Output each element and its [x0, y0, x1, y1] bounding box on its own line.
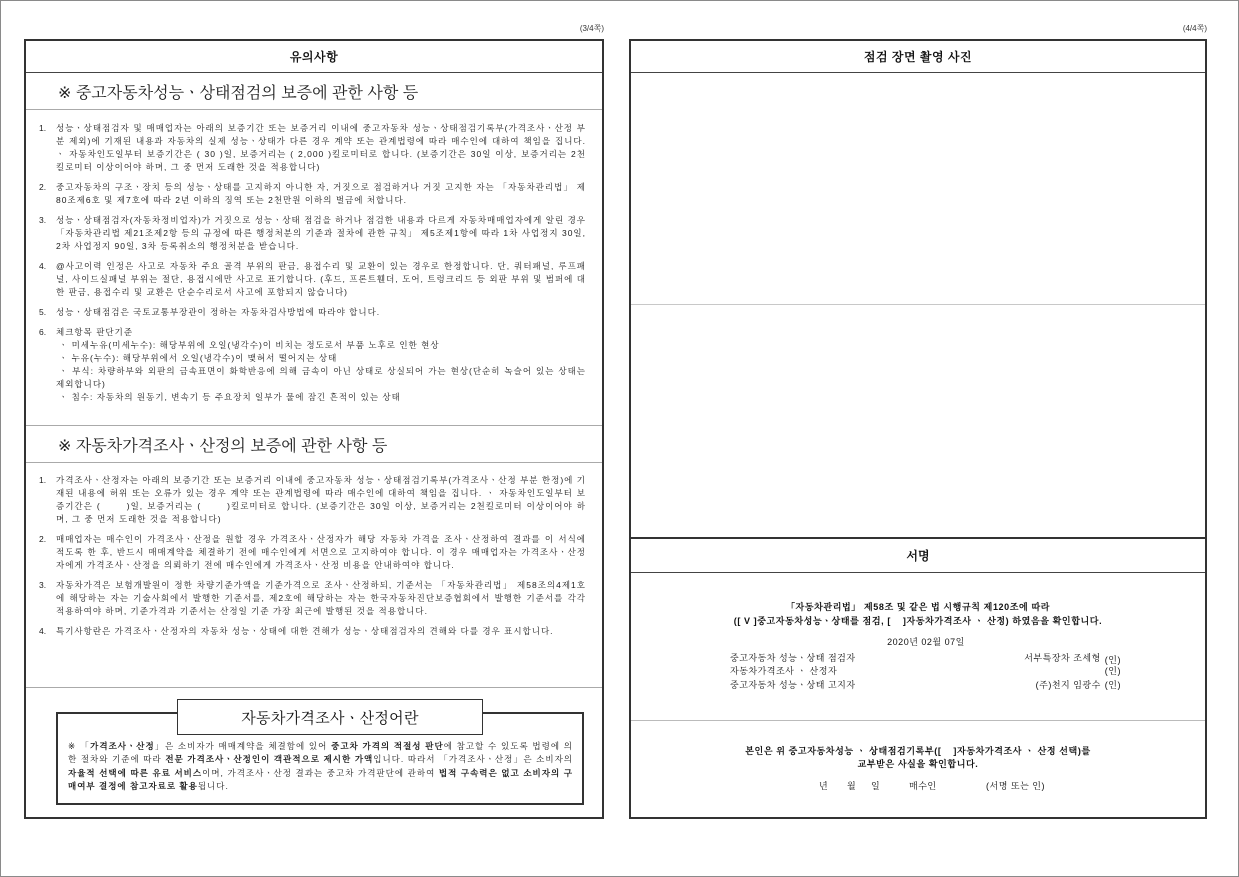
item-number: 2.	[39, 182, 47, 192]
signer-row-notifier	[730, 679, 1121, 692]
list-item	[26, 579, 586, 618]
price-box-text: 됩니다.	[197, 780, 229, 791]
list-item	[26, 214, 586, 253]
criteria-bullet: ㆍ 침수: 자동차의 원동기, 변속기 등 주요장치 일부가 물에 잠긴 흔적이 있는 상태	[59, 392, 401, 402]
buyer-sign-row	[631, 780, 1205, 793]
signature-date: 2020년 02월 07일	[887, 637, 965, 647]
list-item	[26, 533, 586, 572]
list-item	[26, 326, 586, 404]
item-text: )킬로미터로 합니다. (보증기간은 30일 이상, 보증거리는 2천킬로미터 이상이어야 하며, 그 중 먼저 도래한 것을 적용합니다)	[56, 501, 586, 524]
signature-header: 서명	[631, 539, 1205, 573]
list-item	[26, 260, 586, 299]
seal-mark: (인)	[1104, 655, 1121, 665]
warranty-days-value: 30	[204, 149, 216, 159]
signer-role: 자동차가격조사 ㆍ 산정자	[730, 666, 838, 676]
buyer-label: 매수인	[909, 781, 937, 791]
signer-role: 중고자동차 성능ㆍ상태 고지자	[730, 680, 856, 690]
price-box-text: 에 참고할 수 있도록 법령에 의한 절차와 기준에 따라	[68, 741, 574, 765]
confirmation-line	[631, 615, 1205, 628]
item-number: 2.	[39, 534, 47, 544]
photo-slot-1	[631, 73, 1205, 305]
confirmation-text: ([	[733, 616, 741, 626]
price-box-emphasis: 법적 구속력은 없고 소비자의 구매여부 결정에 참고자료로 활용	[68, 767, 573, 791]
sign-label: (서명 또는 인)	[986, 781, 1045, 791]
item-number: 1.	[39, 475, 47, 485]
signer-role: 중고자동차 성능ㆍ상태 점검자	[730, 653, 856, 663]
list-item	[26, 474, 586, 526]
signer-name: (주)천지 임광수	[1035, 680, 1101, 690]
month-label: 월	[847, 781, 857, 791]
price-box-text: 입니다. 따라서 「가격조사ㆍ산정」은 소비자의	[373, 754, 573, 765]
criteria-bullet: ㆍ 누유(누수): 해당부위에서 오일(냉각수)이 맺혀서 떨어지는 상태	[59, 353, 338, 363]
signer-name-seal	[1024, 652, 1121, 665]
item-number: 3.	[39, 215, 47, 225]
buyer-statement-text: 본인은 위 중고자동차성능 ㆍ 상태점검기록부([	[745, 746, 942, 756]
list-item	[26, 306, 586, 319]
photo-header: 점검 장면 촬영 사진	[631, 41, 1205, 73]
item-text: 자동차가격은 보험개발원이 정한 차량기준가액을 기준가격으로 조사ㆍ산정하되, 기준서는 「자동차관리법」 제58조의4제1호에 해당하는 자는 기술사회에서 발행한 기준서를, 제2호에 해당하는 자는 한국자동차진단보증협회에서 발행한 기준서를 각각 적용하여야 하며, 기준가격과 기준서는 산정일 기준 가장 최근에 발행된 것을 적용합니다.	[56, 580, 586, 616]
notes-header: 유의사항	[26, 41, 602, 73]
signer-row-inspector	[730, 652, 1121, 665]
item-text: 가격조사ㆍ산정자는 아래의 보증기간 또는 보증거리 이내에 중고자동차 성능ㆍ상태점검기록부(가격조사ㆍ산정 부분 한정)에 기재된 내용에 허위 또는 오류가 있는 경우 계약 또는 관계법령에 따라 매수인에 대하여 책임을 집니다. ㆍ 자동차인도일부터 보증기간은 (	[56, 475, 586, 511]
list-item	[26, 122, 586, 174]
price-box-title: 자동차가격조사ㆍ산정어란	[177, 699, 483, 735]
list-item	[26, 181, 586, 207]
page-number-left: (3/4쪽)	[579, 24, 604, 33]
item-number: 6.	[39, 327, 47, 337]
criteria-bullet: ㆍ 부식: 차량하부와 외판의 금속표면이 화학반응에 의해 금속이 아닌 상태로 상실되어 가는 현상(단순히 녹슬어 있는 상태는 제외합니다)	[56, 366, 586, 389]
price-box-text: ※ 「	[68, 741, 91, 751]
inspection-checkbox: V	[743, 616, 751, 626]
signature-body	[631, 573, 1205, 721]
item-number: 4.	[39, 261, 47, 271]
buyer-statement-text: ]자동차가격조사 ㆍ 산정 선택)를	[953, 746, 1091, 756]
item-number: 5.	[39, 307, 47, 317]
photo-signature-panel	[629, 39, 1207, 819]
item-number: 4.	[39, 626, 47, 636]
price-box-emphasis: 전문 가격조사ㆍ산정인이 객관적으로 제시한 가액	[165, 754, 374, 765]
item-text: 매매업자는 매수인이 가격조사ㆍ산정을 원할 경우 가격조사ㆍ산정자가 해당 자동차 가격을 조사ㆍ산정하여 결과를 이 서식에 적도록 한 후, 반드시 매매계약을 체결하기 전에 매수인에게 서면으로 고지하여야 합니다. 이 경우 매매업자는 가격조사ㆍ산정자에게 가격조사ㆍ산정을 의뢰하기 전에 매수인에게 가격조사ㆍ산정 비용을 안내하여야 합니다.	[56, 534, 586, 570]
price-box-emphasis: 자율적 선택에 따른 유료 서비스	[68, 767, 203, 778]
list-item	[26, 625, 586, 638]
item-text: 성능ㆍ상태점검자 및 매매업자는 아래의 보증기간 또는 보증거리 이내에 중고자동차 성능ㆍ상태점검기록부(가격조사ㆍ산정 부분 제외)에 기재된 내용과 자동차의 실제 성능ㆍ상태가 다른 경우 계약 또는 관계법령에 따라 매수인에 대하여 책임을 집니다. ㆍ 자동차인도일부터 보증기간은 (	[56, 123, 586, 159]
item-text: 체크항목 판단기준	[56, 327, 134, 337]
item-text: )일, 보증거리는 (	[215, 149, 298, 159]
buyer-statement-line-2: 교부받은 사실을 확인합니다.	[857, 759, 979, 769]
item-number: 1.	[39, 123, 47, 133]
year-label: 년	[819, 781, 829, 791]
price-warranty-title: ※ 자동차가격조사ㆍ산정의 보증에 관한 사항 등	[26, 426, 602, 463]
buyer-statement-line	[631, 745, 1205, 758]
page-number-right: (4/4쪽)	[1182, 24, 1207, 33]
inspection-warranty-list	[26, 110, 602, 426]
price-box-emphasis: 가격조사ㆍ산정	[90, 741, 155, 751]
confirmation-text: ]중고자동차성능ㆍ상태를 점검, [	[753, 616, 891, 626]
inspection-warranty-title: ※ 중고자동차성능ㆍ상태점검의 보증에 관한 사항 등	[26, 73, 602, 110]
signer-name-seal	[1036, 679, 1121, 692]
law-reference-line: 「자동차관리법」 제58조 및 같은 법 시행규칙 제120조에 따라	[785, 602, 1051, 612]
price-box-emphasis: 중고차 가격의 적절성 판단	[331, 741, 444, 751]
price-warranty-list	[26, 463, 602, 688]
signer-name: 서부특장차 조세형	[1024, 653, 1101, 663]
warranty-km-value: 2,000	[298, 149, 325, 159]
seal-mark: (인)	[1104, 680, 1121, 690]
price-box-text: 」은 소비자가 매매계약을 체결함에 있어	[154, 741, 332, 751]
item-text: 특기사항란은 가격조사ㆍ산정자의 자동차 성능ㆍ상태에 대한 견해가 성능ㆍ상태점검자의 견해와 다를 경우 표시합니다.	[56, 626, 554, 636]
item-text: 성능ㆍ상태점검은 국토교통부장관이 정하는 자동차검사방법에 따라야 합니다.	[56, 307, 381, 317]
item-text: 성능ㆍ상태점검자(자동차정비업자)가 거짓으로 성능ㆍ상태 점검을 하거나 점검한 내용과 다르게 자동차매매업자에게 알린 경우 「자동차관리법 제21조제2항 등의 규정에 따른 행정처분의 기준과 절차에 관한 규칙」 제5조제1항에 따라 1차 사업정지 30일, 2차 사업정지 90일, 3차 등록취소의 행정처분을 받습니다.	[56, 215, 586, 251]
item-text: )일, 보증거리는 (	[126, 501, 202, 511]
notes-panel	[24, 39, 604, 819]
item-text: 중고자동차의 구조ㆍ장치 등의 성능ㆍ상태를 고지하지 아니한 자, 거짓으로 점검하거나 거짓 고지한 자는 「자동차관리법」 제80조제6호 및 제7호에 따라 2년 이하의 징역 또는 2천만원 이하의 벌금에 처합니다.	[56, 182, 586, 205]
seal-mark: (인)	[1104, 666, 1121, 676]
price-box-area	[26, 688, 602, 817]
item-text: )킬로미터로 합니다. (보증기간은 30일 이상, 보증거리는 2천킬로미터 이상이어야 하며, 그 중 먼저 도래한 것을 적용합니다)	[56, 149, 586, 172]
buyer-confirmation	[631, 721, 1205, 817]
photo-slot-2	[631, 305, 1205, 539]
criteria-bullet: ㆍ 미세누유(미세누수): 해당부위에 오일(냉각수)이 비치는 정도로서 부품 노후로 인한 현상	[59, 340, 440, 350]
confirmation-text: ]자동차가격조사 ㆍ 산정) 하였음을 확인합니다.	[902, 616, 1103, 626]
item-text: @사고이력 인정은 사고로 자동차 주요 골격 부위의 판금, 용접수리 및 교환이 있는 경우로 한정합니다. 단, 쿼터패널, 루프패널, 사이드실패널 부위는 절단, 용접시에만 사고로 표기합니다. (후드, 프론트휀더, 도어, 트렁크리드 등 외판 부위 및 범퍼에 대한 판금, 용접수리 및 교환은 단순수리로서 사고에 포함되지 않습니다)	[56, 261, 586, 297]
day-label: 일	[871, 781, 881, 791]
item-number: 3.	[39, 580, 47, 590]
price-box-text: 이며, 가격조사ㆍ산정 결과는 중고차 가격판단에 관하여	[202, 767, 439, 778]
signer-row-appraiser	[730, 665, 1121, 678]
signer-name-seal	[1101, 665, 1121, 678]
